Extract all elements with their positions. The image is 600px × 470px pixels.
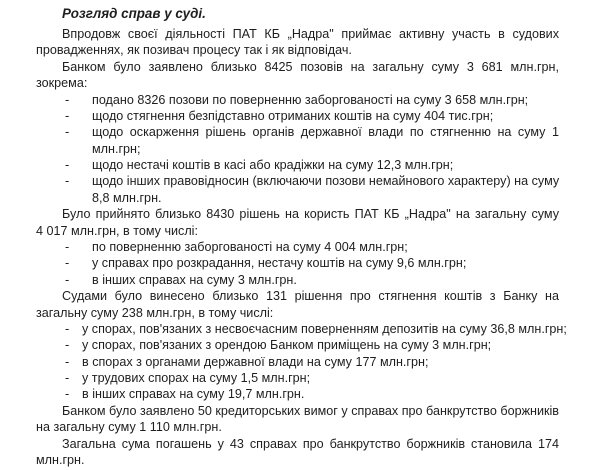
decisions-for-line-1: Було прийнято близько 8430 рішень на користь ПАТ КБ „Надра" на загальну суму	[62, 207, 559, 221]
claims-item: щодо стягнення безпідставно отриманих коштів на суму 404 тис.грн;	[92, 109, 494, 123]
claims-line-2: зокрема:	[36, 76, 88, 90]
bullet-dash: -	[65, 109, 70, 123]
claims-item: подано 8326 позови по поверненню заборгованості на суму 3 658 млн.грн;	[92, 93, 529, 107]
bullet-dash: -	[65, 338, 70, 352]
bullet-dash: -	[65, 174, 70, 188]
creditor-claims-line-2: на загальну суму 1 110 млн.грн.	[36, 420, 222, 434]
decisions-against-item: в спорах з органами державної влади на суму 177 млн.грн;	[82, 355, 429, 369]
decisions-for-item: в інших справах на суму 3 млн.грн.	[92, 273, 297, 287]
bullet-dash: -	[65, 273, 70, 287]
decisions-against-item: в інших справах на суму 19,7 млн.грн.	[82, 387, 305, 401]
decisions-for-item: у справах про розкрадання, нестачу коштів на суму 9,6 млн.грн;	[92, 256, 467, 270]
claims-line-1: Банком було заявлено близько 8425 позовів на загальну суму 3 681 млн.грн,	[62, 60, 559, 74]
bullet-dash: -	[65, 355, 70, 369]
decisions-against-item: у спорах, пов'язаних з несвоєчасним поверненням депозитів на суму 36,8 млн.грн;	[82, 322, 567, 336]
creditor-claims-line-1: Банком було заявлено 50 кредиторських вимог у справах про банкрутство боржників	[62, 404, 559, 418]
bullet-dash: -	[65, 158, 70, 172]
bullet-dash: -	[65, 322, 70, 336]
bullet-dash: -	[65, 387, 70, 401]
bullet-dash: -	[65, 93, 70, 107]
decisions-against-item: у спорах, пов'язаних з орендою Банком приміщень на суму 3 млн.грн;	[82, 338, 492, 352]
decisions-against-item: у трудових спорах на суму 1,5 млн.грн;	[82, 371, 311, 385]
intro-line-1: Впродовж своєї діяльності ПАТ КБ „Надра" приймає активну участь в судових	[62, 27, 559, 41]
decisions-against-line-2: загальну суму 238 млн.грн, в тому числі:	[36, 306, 274, 320]
claims-item: щодо оскарження рішень органів державної влади по стягненню на суму 1	[92, 125, 559, 139]
bullet-dash: -	[65, 371, 70, 385]
claims-item: щодо нестачі коштів в касі або крадіжки на суму 12,3 млн.грн;	[92, 158, 454, 172]
section-title: Розгляд справ у суді.	[62, 6, 206, 21]
decisions-for-item: по поверненню заборгованості на суму 4 004 млн.грн;	[92, 240, 408, 254]
bullet-dash: -	[65, 125, 70, 139]
intro-line-2: провадженнях, як позивач процесу так і як відповідач.	[36, 43, 352, 57]
decisions-against-line-1: Судами було винесено близько 131 рішення про стягнення коштів з Банку на	[62, 289, 559, 303]
bankruptcy-line-2: млн.грн.	[36, 453, 85, 467]
decisions-for-line-2: 4 017 млн.грн, в тому числі:	[36, 224, 198, 238]
bankruptcy-line-1: Загальна сума погашень у 43 справах про банкрутство боржників становила 174	[62, 437, 559, 451]
claims-item-continuation: млн.грн;	[92, 142, 141, 156]
claims-item: щодо інших правовідносин (включаючи позови немайнового характеру) на суму	[92, 174, 560, 188]
bullet-dash: -	[65, 256, 70, 270]
claims-item-continuation: 8,8 млн.грн.	[92, 191, 162, 205]
bullet-dash: -	[65, 240, 70, 254]
